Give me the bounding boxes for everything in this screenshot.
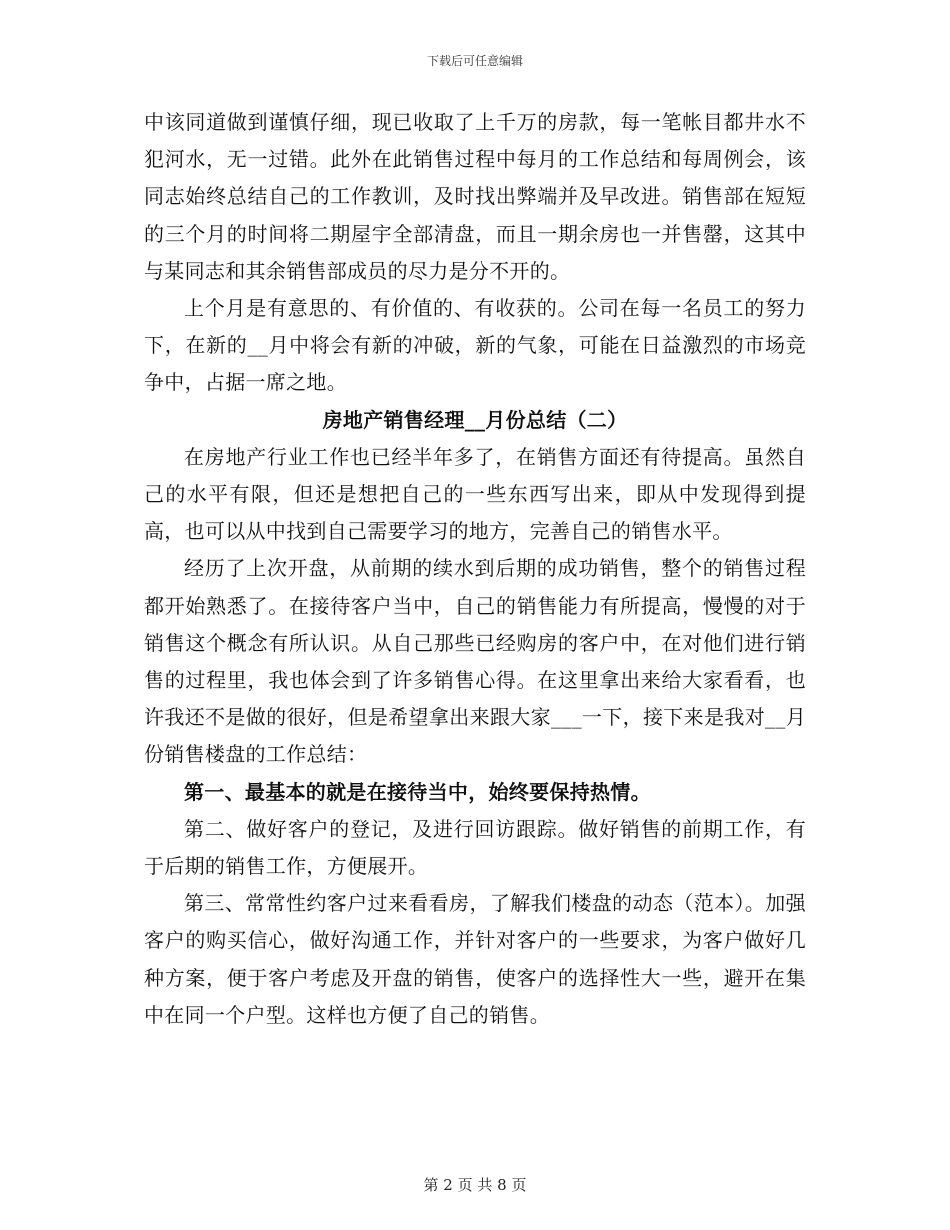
paragraph-2: 上个月是有意思的、有价值的、有收获的。公司在每一名员工的努力下，在新的__月中将会有新的冲破，新的气象，可能在日益激烈的市场竞争中，占据一席之地。 xyxy=(144,296,806,395)
page-header: 下载后可任意编辑 xyxy=(426,54,523,68)
paragraph-6: 第二、做好客户的登记，及进行回访跟踪。做好销售的前期工作，有于后期的销售工作，方便展开。 xyxy=(144,816,806,879)
paragraph-3: 在房地产行业工作也已经半年多了，在销售方面还有待提高。虽然自己的水平有限，但还是想把自己的一些东西写出来，即从中发现得到提高，也可以从中找到自己需要学习的地方，完善自己的销售水平。 xyxy=(144,444,806,544)
paragraph-4: 经历了上次开盘，从前期的续水到后期的成功销售，整个的销售过程都开始熟悉了。在接待客户当中，自己的销售能力有所提高，慢慢的对于销售这个概念有所认识。从自己那些已经购房的客户中，在对他们进行销售的过程里，我也体会到了许多销售心得。在这里拿出来给大家看看，也许我还不是做的很好，但是希望拿出来跟大家___一下，接下来是我对__月份销售楼盘的工作总结： xyxy=(144,556,806,767)
page-footer: 第 2 页 共 8 页 xyxy=(423,1176,527,1194)
paragraph-7: 第三、常常性约客户过来看看房，了解我们楼盘的动态（范本）。加强客户的购买信心，做好沟通工作，并针对客户的一些要求，为客户做好几种方案，便于客户考虑及开盘的销售，使客户的选择性大一些，避开在集中在同一个户型。这样也方便了自己的销售。 xyxy=(144,891,806,1027)
section-title: 房地产销售经理__月份总结（二） xyxy=(322,407,628,432)
document-body xyxy=(144,104,806,1034)
paragraph-5-bold: 第一、最基本的就是在接待当中，始终要保持热情。 xyxy=(184,779,651,804)
paragraph-1: 中该同道做到谨慎仔细，现已收取了上千万的房款，每一笔帐目都井水不犯河水，无一过错。此外在此销售过程中每月的工作总结和每周例会，该同志始终总结自己的工作教训，及时找出弊端并及早改进。销售部在短短的三个月的时间将二期屋宇全部清盘，而且一期余房也一并售罄，这其中与某同志和其余销售部成员的尽力是分不开的。 xyxy=(144,110,806,283)
